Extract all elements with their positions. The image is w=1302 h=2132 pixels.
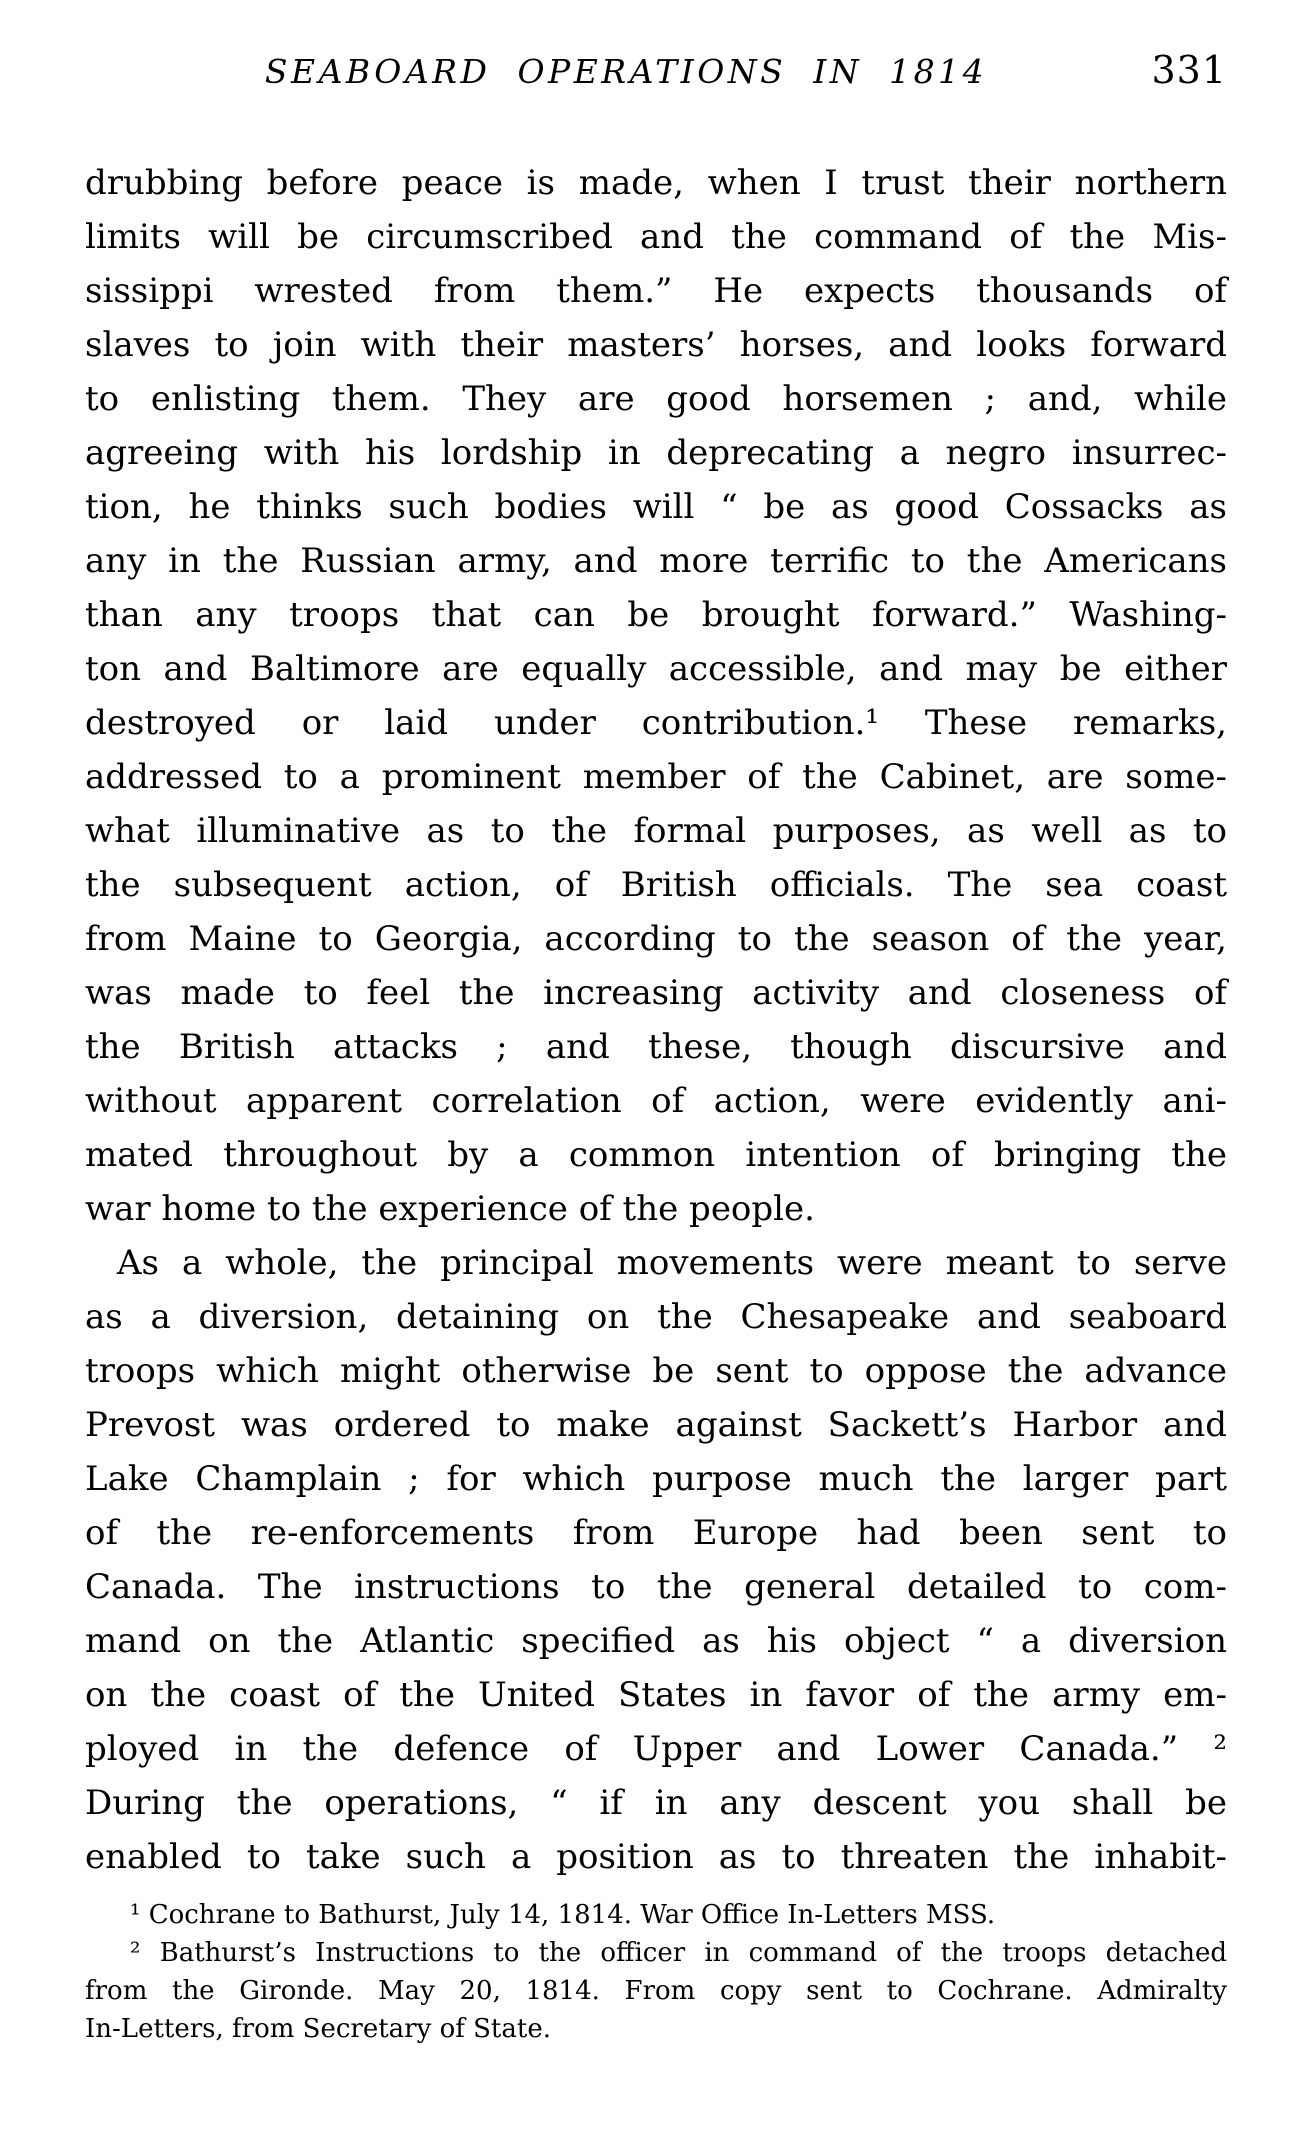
text-line: ton and Baltimore are equally accessible, and may be either	[85, 649, 1227, 689]
footnotes	[85, 1896, 1227, 2048]
footnote-line: from the Gironde. May 20, 1814. From copy sent to Cochrane. Admiralty	[85, 1976, 1227, 2006]
text-line: tion, he thinks such bodies will “ be as good Cossacks as	[85, 487, 1227, 527]
text-line: was made to feel the increasing activity and closeness of	[85, 973, 1227, 1013]
text-line: what illuminative as to the formal purposes, as well as to	[85, 811, 1227, 851]
text-line: sissippi wrested from them.” He expects thousands of	[85, 271, 1227, 311]
text-line: than any troops that can be brought forward.” Washing-	[85, 595, 1227, 635]
page-header	[85, 48, 1227, 98]
text-line: as a diversion, detaining on the Chesapeake and seaboard	[85, 1297, 1227, 1337]
paragraph-1	[85, 156, 1227, 1236]
text-line: drubbing before peace is made, when I trust their northern	[85, 163, 1227, 203]
text-line: the British attacks ; and these, though discursive and	[85, 1027, 1227, 1067]
text-line: any in the Russian army, and more terrific to the Americans	[85, 541, 1227, 581]
page-number: 331	[1151, 48, 1227, 92]
text-line: destroyed or laid under contribution.¹ These remarks,	[85, 703, 1227, 743]
text-line: to enlisting them. They are good horsemen ; and, while	[85, 379, 1227, 419]
text-line: the subsequent action, of British officials. The sea coast	[85, 865, 1227, 905]
text-line: During the operations, “ if in any descent you shall be	[85, 1783, 1227, 1823]
text-line: As a whole, the principal movements were meant to serve	[117, 1243, 1227, 1283]
text-line: slaves to join with their masters’ horses, and looks forward	[85, 325, 1227, 365]
footnote-line: In-Letters, from Secretary of State.	[85, 2014, 551, 2044]
page-body	[85, 156, 1227, 1884]
text-line: mated throughout by a common intention of bringing the	[85, 1135, 1227, 1175]
text-line: troops which might otherwise be sent to oppose the advance	[85, 1351, 1227, 1391]
text-line: enabled to take such a position as to threaten the inhabit-	[85, 1837, 1227, 1877]
footnote-line: ² Bathurst’s Instructions to the officer in command of the troops detached	[130, 1938, 1227, 1968]
text-line: without apparent correlation of action, were evidently ani-	[85, 1081, 1227, 1121]
text-line: of the re-enforcements from Europe had been sent to	[85, 1513, 1227, 1553]
text-line: Prevost was ordered to make against Sackett’s Harbor and	[85, 1405, 1227, 1445]
running-head: SEABOARD OPERATIONS IN 1814	[264, 52, 988, 91]
text-line: war home to the experience of the people.	[85, 1189, 815, 1229]
text-line: on the coast of the United States in favor of the army em-	[85, 1675, 1227, 1715]
text-line: agreeing with his lordship in deprecating a negro insurrec-	[85, 433, 1227, 473]
text-line: mand on the Atlantic specified as his object “ a diversion	[85, 1621, 1227, 1661]
text-line: Canada. The instructions to the general detailed to com-	[85, 1567, 1227, 1607]
footnote-line: ¹ Cochrane to Bathurst, July 14, 1814. War Office In-Letters MSS.	[130, 1900, 996, 1930]
text-line: addressed to a prominent member of the Cabinet, are some-	[85, 757, 1227, 797]
text-line: limits will be circumscribed and the command of the Mis-	[85, 217, 1227, 257]
paragraph-2	[85, 1236, 1227, 1884]
text-line: Lake Champlain ; for which purpose much the larger part	[85, 1459, 1227, 1499]
text-line: ployed in the defence of Upper and Lower Canada.” ²	[85, 1729, 1227, 1769]
text-line: from Maine to Georgia, according to the season of the year,	[85, 919, 1227, 959]
